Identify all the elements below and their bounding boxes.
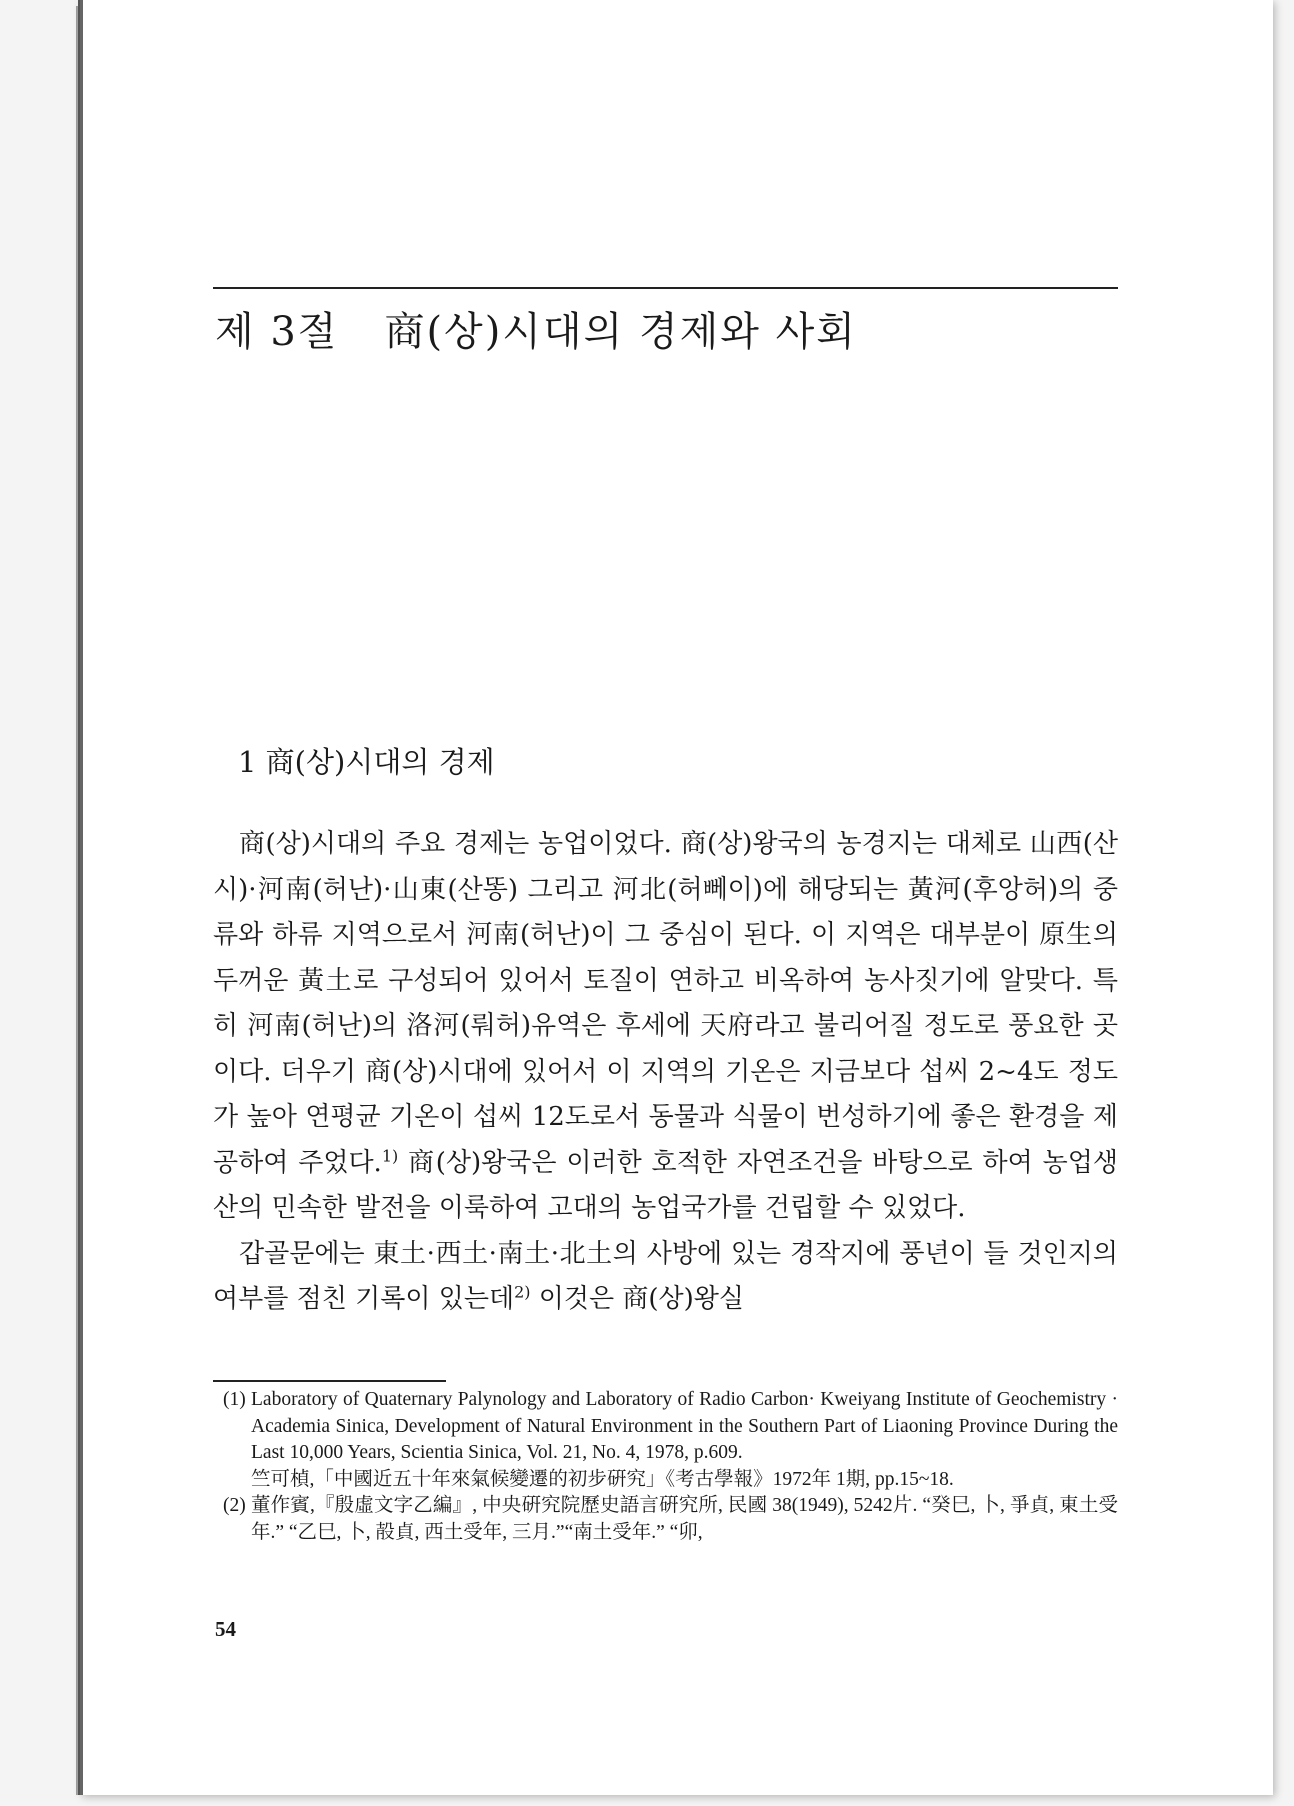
footnote — [213, 1387, 1118, 1467]
footnote-mark: (1) — [223, 1389, 246, 1410]
paragraph-text: 이것은 商(상)왕실 — [530, 1284, 745, 1314]
footnote-ref[interactable]: 2) — [514, 1282, 531, 1302]
footnote-continuation — [213, 1467, 1118, 1494]
chapter-title: 商(상)시대의 경제와 사회 — [384, 309, 857, 355]
page-number: 54 — [215, 1617, 236, 1641]
footnote-text: 董作賓,『殷虛文字乙編』, 中央硏究院歷史語言硏究所, 民國 38(1949), 5242片. “癸巳, 卜, 爭貞, 東土受年.” “乙巳, 卜, 㱿貞, 西土受年, 三月.”“南土受年.” “卯, — [251, 1495, 1118, 1543]
footnote-mark: (2) — [223, 1495, 246, 1516]
paragraph-text: 商(상)시대의 주요 경제는 농업이었다. 商(상)왕국의 농경지는 대체로 山西(산시)·河南(허난)·山東(산똥) 그리고 河北(허뻬이)에 해당되는 黃河(후앙허)의 중류와 하류 지역으로서 河南(허난)이 그 중심이 된다. 이 지역은 대부분이 原生의 두꺼운 黃土로 구성되어 있어서 토질이 연하고 비옥하여 농사짓기에 알맞다. 특히 河南(허난)의 洛河(뤄허)유역은 후세에 天府라고 불리어질 정도로 풍요한 곳이다. 더우기 商(상)시대에 있어서 이 지역의 기온은 지금보다 섭씨 2~4도 정도가 높아 연평균 기온이 섭씨 12도로서 동물과 식물이 번성하기에 좋은 환경을 제공하여 주었다. — [213, 829, 1118, 1178]
footnote-rule — [213, 1380, 446, 1382]
footnote-ref[interactable]: 1) — [381, 1145, 399, 1165]
footnote-text: 竺可楨,「中國近五十年來氣候變遷的初步硏究」《考古學報》1972年 1期, pp.15~18. — [251, 1468, 954, 1490]
chapter-heading — [215, 300, 1115, 357]
body-text — [213, 822, 1118, 1323]
paragraph-text: 갑골문에는 東土·西土·南土·北土의 사방에 있는 경작지에 풍년이 들 것인지의 여부를 점친 기록이 있는데 — [213, 1238, 1118, 1314]
chapter-number: 제 3절 — [215, 309, 339, 355]
footnote-text: Laboratory of Quaternary Palynology and Laboratory of Radio Carbon· Kweiyang Institute of Geochemistry · Academia Sinica, Development of Natural Environment in the Southern Part of Liaoning Province During the Last 10,000 Years, Scientia Sinica, Vol. 21, No. 4, 1978, p.609. — [251, 1389, 1118, 1463]
footnotes — [213, 1387, 1118, 1546]
footnote — [213, 1493, 1118, 1546]
paragraph — [213, 822, 1118, 1232]
paragraph — [213, 1232, 1118, 1323]
chapter-top-rule — [213, 287, 1118, 289]
section-heading: 1 商(상)시대의 경제 — [238, 745, 495, 779]
paragraph-text: 商(상)왕국은 이러한 호적한 자연조건을 바탕으로 하여 농업생산의 민속한 발전을 이룩하여 고대의 농업국가를 건립할 수 있었다. — [213, 1147, 1118, 1223]
